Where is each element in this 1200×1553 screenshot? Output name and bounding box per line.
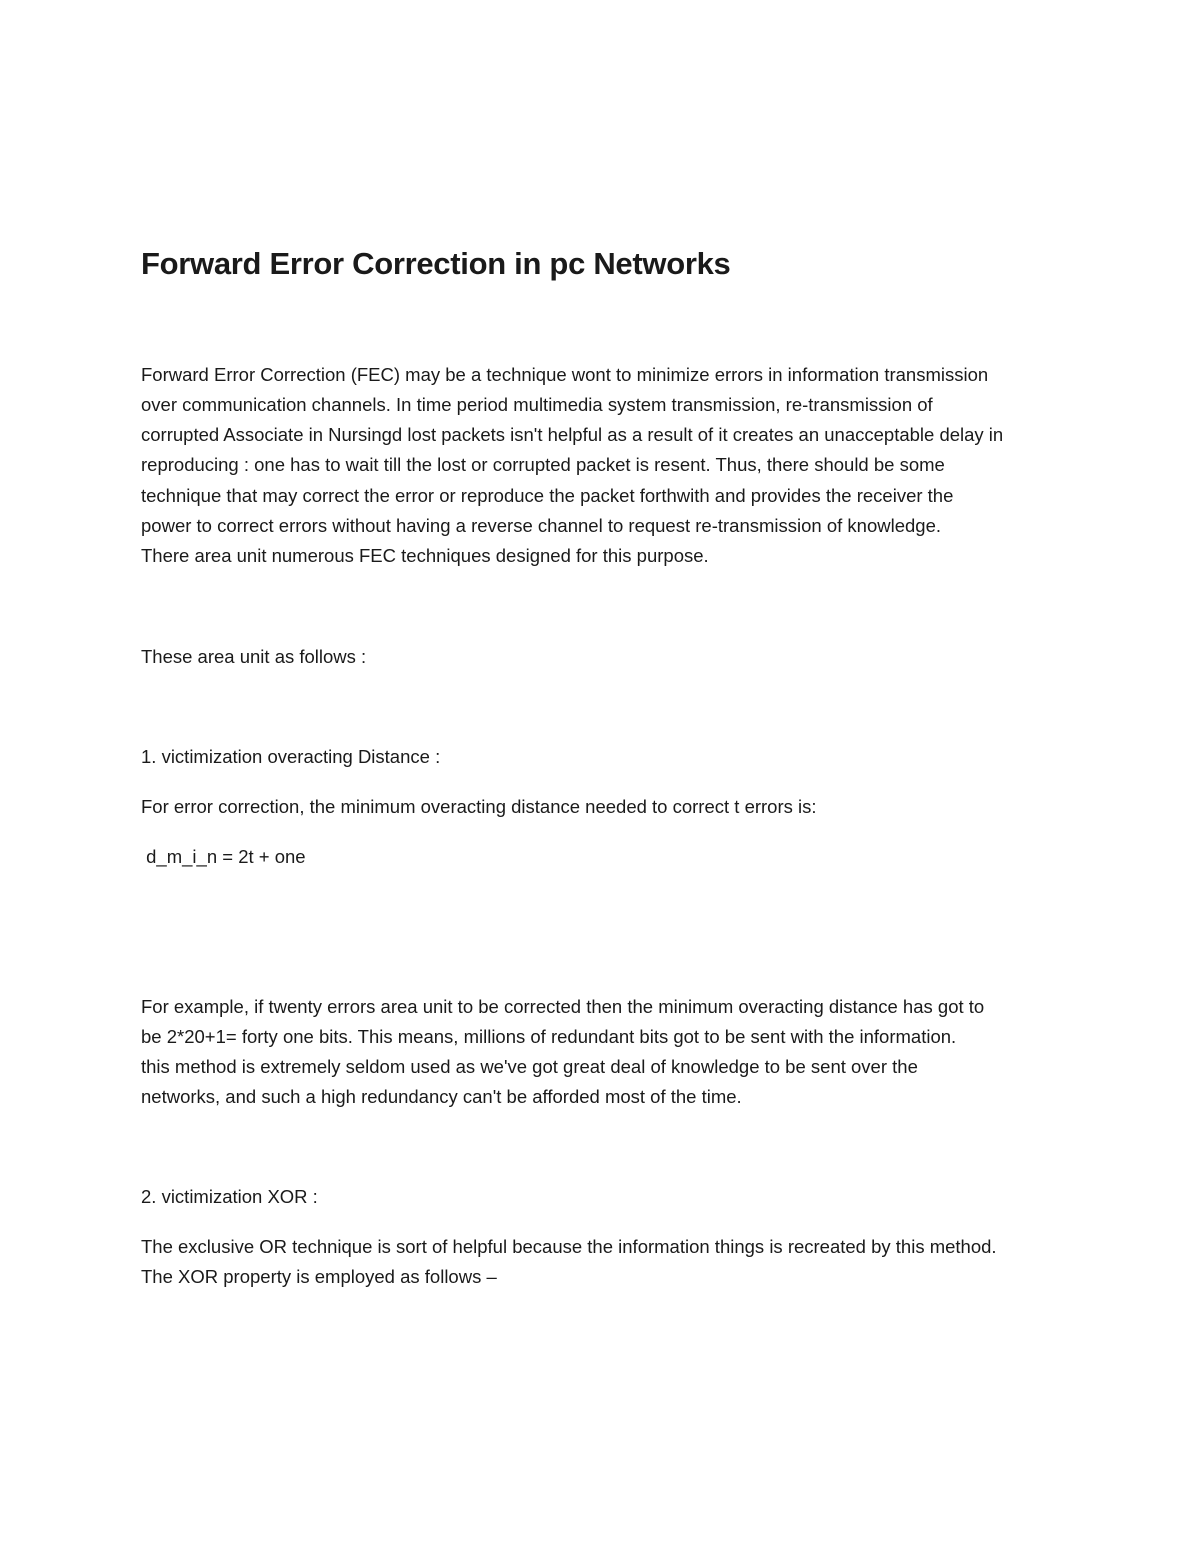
document-title: Forward Error Correction in pc Networks [141, 246, 731, 281]
intro-line: reproducing : one has to wait till the lost or corrupted packet is resent. Thus, there should be some [141, 454, 945, 475]
follows-line: These area unit as follows : [141, 646, 367, 667]
intro-line: There area unit numerous FEC techniques designed for this purpose. [141, 545, 709, 566]
section1-formula: d_m_i_n = 2t + one [141, 846, 306, 867]
section2-heading: 2. victimization XOR : [141, 1186, 318, 1207]
section1-text: For error correction, the minimum overacting distance needed to correct t errors is: [141, 796, 817, 817]
intro-line: power to correct errors without having a reverse channel to request re-transmission of knowledge. [141, 515, 941, 536]
section2-line: The exclusive OR technique is sort of helpful because the information things is recreated by this method. [141, 1236, 997, 1257]
example-line: be 2*20+1= forty one bits. This means, millions of redundant bits got to be sent with the information. [141, 1026, 957, 1047]
intro-line: over communication channels. In time period multimedia system transmission, re-transmission of [141, 394, 933, 415]
intro-line: corrupted Associate in Nursingd lost packets isn't helpful as a result of it creates an unacceptable delay in [141, 424, 1004, 445]
intro-line: Forward Error Correction (FEC) may be a technique wont to minimize errors in information transmission [141, 364, 989, 385]
example-line: networks, and such a high redundancy can't be afforded most of the time. [141, 1086, 742, 1107]
section1-heading: 1. victimization overacting Distance : [141, 746, 441, 767]
intro-line: technique that may correct the error or reproduce the packet forthwith and provides the receiver the [141, 485, 954, 506]
example-line: this method is extremely seldom used as we've got great deal of knowledge to be sent over the [141, 1056, 918, 1077]
section2-line: The XOR property is employed as follows – [141, 1266, 497, 1287]
example-line: For example, if twenty errors area unit to be corrected then the minimum overacting distance has got to [141, 996, 985, 1017]
